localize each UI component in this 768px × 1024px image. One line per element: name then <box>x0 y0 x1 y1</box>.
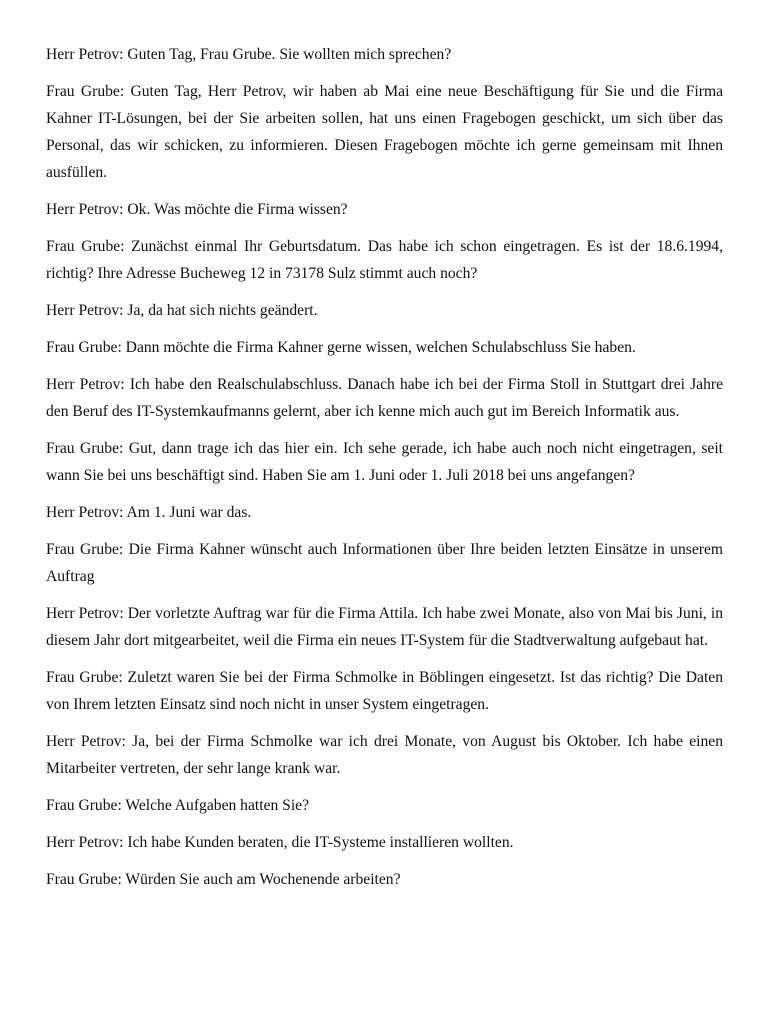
dialogue-paragraph: Herr Petrov: Der vorletzte Auftrag war für die Firma Attila. Ich habe zwei Monate, also von Mai bis Juni, in diesem Jahr dort mitgearbeitet, weil die Firma ein neues IT-System für die Stadtverwaltung aufgebaut hat. <box>46 605 723 649</box>
dialogue-paragraph: Herr Petrov: Ja, da hat sich nichts geändert. <box>46 302 318 319</box>
dialogue-paragraph: Frau Grube: Dann möchte die Firma Kahner gerne wissen, welchen Schulabschluss Sie haben. <box>46 339 636 356</box>
dialogue-paragraph: Herr Petrov: Ich habe den Realschulabschluss. Danach habe ich bei der Firma Stoll in Stuttgart drei Jahre den Beruf des IT-Systemkaufmanns gelernt, aber ich kenne mich auch gut im Bereich Informatik aus. <box>46 376 723 420</box>
dialogue-paragraph: Herr Petrov: Am 1. Juni war das. <box>46 504 252 521</box>
dialogue-paragraph: Frau Grube: Zunächst einmal Ihr Geburtsdatum. Das habe ich schon eingetragen. Es ist der 18.6.1994, richtig? Ihre Adresse Bucheweg 12 in 73178 Sulz stimmt auch noch? <box>46 238 723 282</box>
dialogue-paragraph: Herr Petrov: Ich habe Kunden beraten, die IT-Systeme installieren wollten. <box>46 834 514 851</box>
document-page <box>46 41 723 903</box>
dialogue-paragraph: Frau Grube: Würden Sie auch am Wochenende arbeiten? <box>46 871 401 888</box>
dialogue-paragraph: Herr Petrov: Ok. Was möchte die Firma wissen? <box>46 201 348 218</box>
dialogue-paragraph: Frau Grube: Guten Tag, Herr Petrov, wir haben ab Mai eine neue Beschäftigung für Sie und die Firma Kahner IT-Lösungen, bei der Sie arbeiten sollen, hat uns einen Fragebogen geschickt, um sich über das Personal, das wir schicken, zu informieren. Diesen Fragebogen möchte ich gerne gemeinsam mit Ihnen ausfüllen. <box>46 83 723 181</box>
dialogue-paragraph: Herr Petrov: Ja, bei der Firma Schmolke war ich drei Monate, von August bis Oktober. Ich habe einen Mitarbeiter vertreten, der sehr lange krank war. <box>46 733 723 777</box>
dialogue-paragraph: Frau Grube: Zuletzt waren Sie bei der Firma Schmolke in Böblingen eingesetzt. Ist das richtig? Die Daten von Ihrem letzten Einsatz sind noch nicht in unser System eingetragen. <box>46 669 723 713</box>
dialogue-paragraph: Frau Grube: Welche Aufgaben hatten Sie? <box>46 797 310 814</box>
dialogue-paragraph: Frau Grube: Die Firma Kahner wünscht auch Informationen über Ihre beiden letzten Einsätze in unserem Auftrag <box>46 541 723 585</box>
dialogue-paragraph: Frau Grube: Gut, dann trage ich das hier ein. Ich sehe gerade, ich habe auch noch nicht eingetragen, seit wann Sie bei uns beschäftigt sind. Haben Sie am 1. Juni oder 1. Juli 2018 bei uns angefangen? <box>46 440 723 484</box>
dialogue-paragraph: Herr Petrov: Guten Tag, Frau Grube. Sie wollten mich sprechen? <box>46 46 452 63</box>
